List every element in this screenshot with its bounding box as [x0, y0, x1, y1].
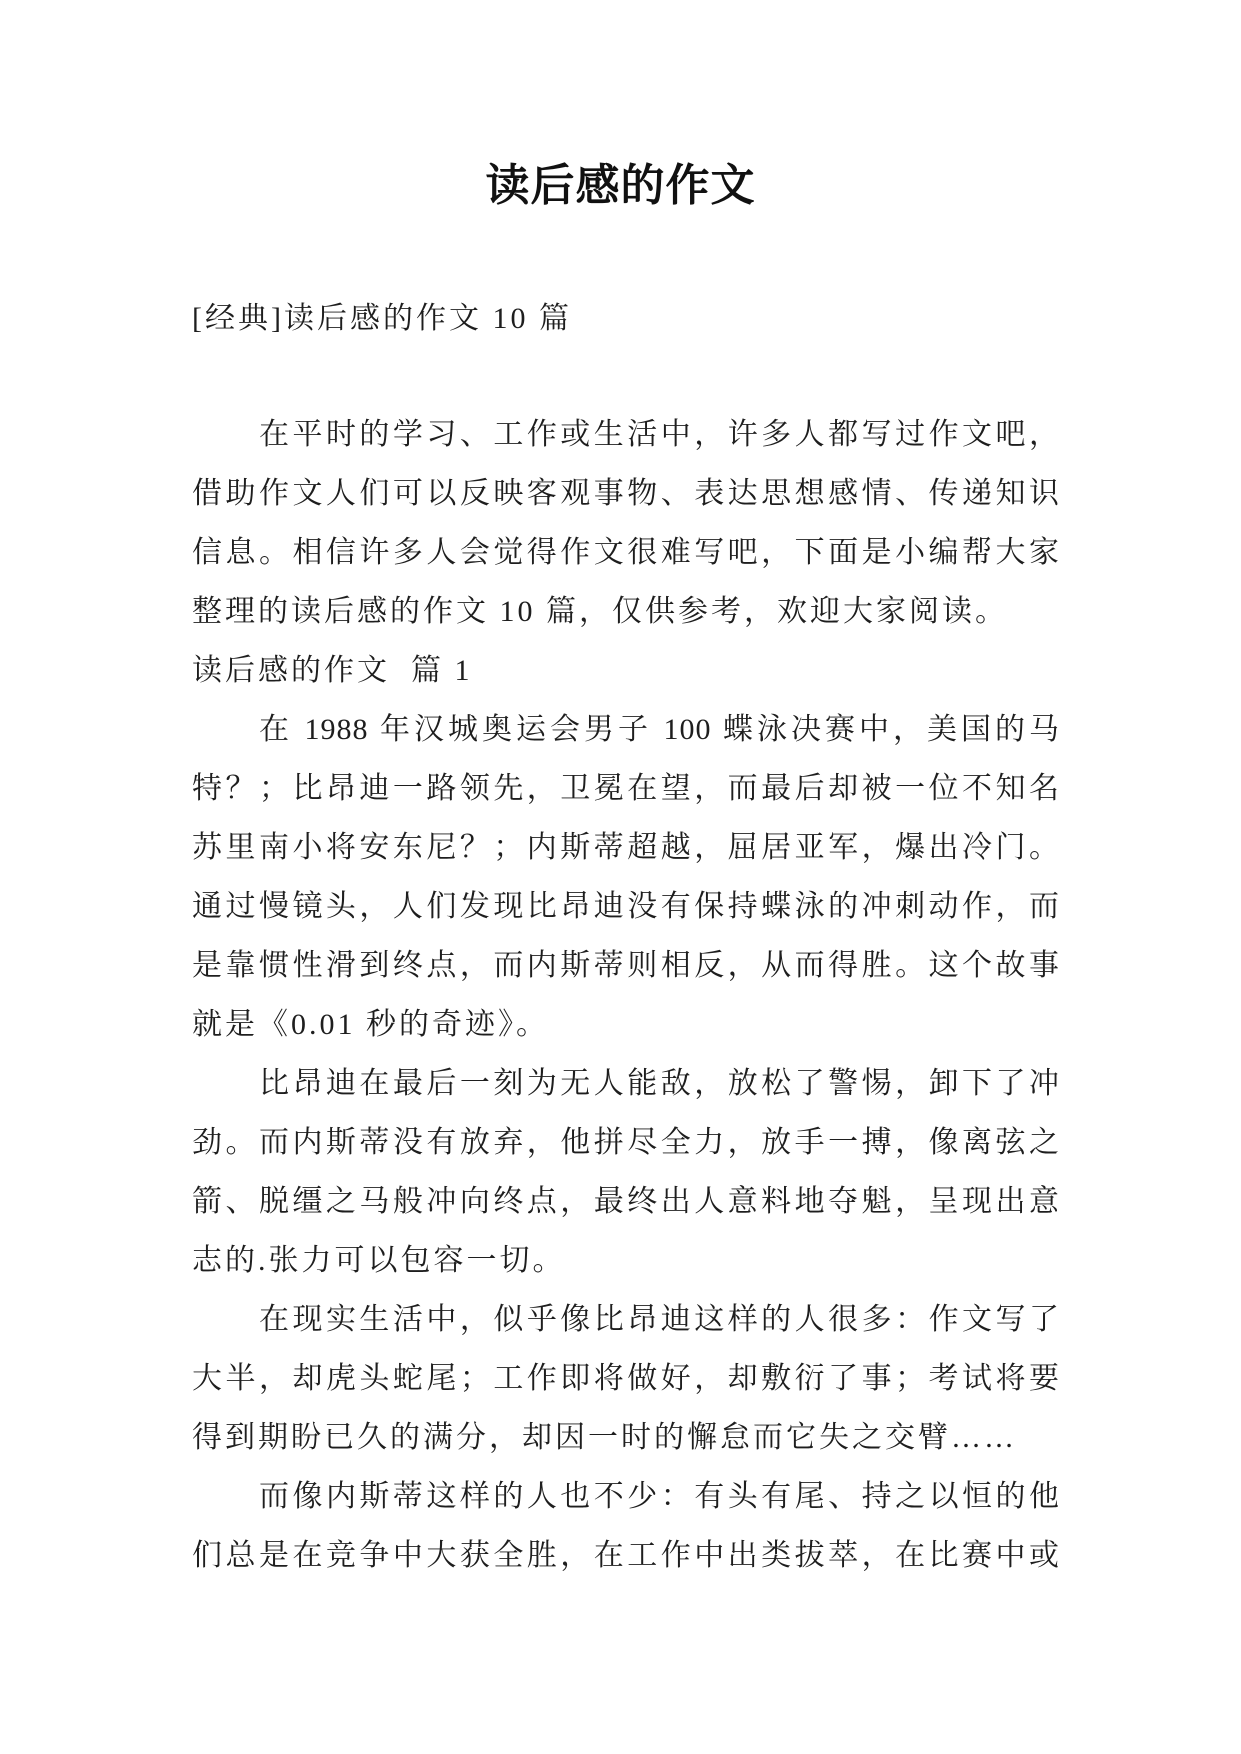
paragraph-line: 通过慢镜头，人们发现比昂迪没有保持蝶泳的冲刺动作，而 — [192, 890, 1060, 923]
paragraph-line: 大半，却虎头蛇尾；工作即将做好，却敷衍了事；考试将要 — [192, 1362, 1060, 1395]
paragraph-line: 借助作文人们可以反映客观事物、表达思想感情、传递知识 — [192, 477, 1060, 510]
paragraph-line: 信息。相信许多人会觉得作文很难写吧，下面是小编帮大家 — [192, 536, 1060, 569]
paragraph-line: 箭、脱缰之马般冲向终点，最终出人意料地夺魁，呈现出意 — [192, 1185, 1060, 1218]
paragraph-line: 志的.张力可以包容一切。 — [192, 1244, 566, 1277]
paragraph-line: 整理的读后感的作文 10 篇，仅供参考，欢迎大家阅读。 — [192, 595, 1008, 628]
paragraph-line: 比昂迪在最后一刻为无人能敌，放松了警惕，卸下了冲 — [259, 1067, 1060, 1100]
paragraph-line: 在 1988 年汉城奥运会男子 100 蝶泳决赛中，美国的马 — [259, 713, 1060, 746]
paragraph-line: 而像内斯蒂这样的人也不少：有头有尾、持之以恒的他 — [259, 1480, 1060, 1513]
intro-paragraph — [192, 405, 1060, 641]
document-body — [192, 405, 1060, 1585]
paragraph-line: 得到期盼已久的满分，却因一时的懈怠而它失之交臂…… — [192, 1421, 1017, 1454]
section-heading: 读后感的作文 篇 1 — [192, 654, 473, 687]
paragraph-line: 是靠惯性滑到终点，而内斯蒂则相反，从而得胜。这个故事 — [192, 949, 1060, 982]
paragraph-line: 在现实生活中，似乎像比昂迪这样的人很多：作文写了 — [259, 1303, 1060, 1336]
paragraph-line: 劲。而内斯蒂没有放弃，他拼尽全力，放手一搏，像离弦之 — [192, 1126, 1060, 1159]
document-subtitle: [经典]读后感的作文 10 篇 — [192, 302, 572, 335]
paragraph-line: 在平时的学习、工作或生活中，许多人都写过作文吧， — [259, 418, 1060, 451]
body-paragraph — [192, 1054, 1060, 1290]
paragraph-line: 们总是在竞争中大获全胜，在工作中出类拔萃，在比赛中或 — [192, 1539, 1060, 1572]
document-title: 读后感的作文 — [485, 161, 756, 210]
paragraph-line: 就是《0.01 秒的奇迹》。 — [192, 1008, 549, 1041]
body-paragraph — [192, 1467, 1060, 1585]
body-paragraph — [192, 1290, 1060, 1467]
paragraph-line: 苏里南小将安东尼？；内斯蒂超越，屈居亚军，爆出冷门。 — [192, 831, 1060, 864]
body-paragraph — [192, 700, 1060, 1054]
paragraph-line: 特？；比昂迪一路领先，卫冕在望，而最后却被一位不知名 — [192, 772, 1060, 805]
